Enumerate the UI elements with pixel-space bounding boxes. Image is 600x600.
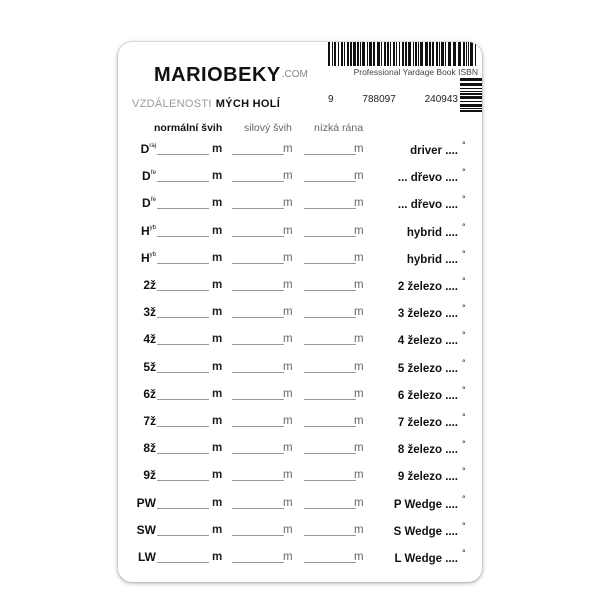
barcode-bar — [418, 42, 419, 66]
club-code-text: H — [140, 223, 150, 238]
club-row — [118, 462, 482, 489]
degree-mark: ° — [462, 548, 466, 558]
club-name: 9 železo .... — [397, 471, 458, 484]
unit-label: m — [354, 143, 364, 155]
unit-label: m — [283, 360, 293, 373]
barcode-bar — [393, 42, 395, 66]
club-name: 8 železo .... — [397, 444, 458, 457]
club-row — [118, 544, 482, 571]
barcode-bar — [463, 42, 465, 66]
unit-label: m — [283, 442, 293, 455]
club-name: 2 železo .... — [397, 281, 458, 293]
unit-label: m — [354, 551, 364, 563]
degree-mark: ° — [462, 221, 466, 232]
distance-field-normal[interactable] — [157, 562, 209, 563]
distance-field-power[interactable] — [232, 372, 284, 373]
club-name: driver .... — [410, 145, 458, 157]
barcode-bar — [350, 42, 352, 66]
unit-label: m — [212, 469, 223, 482]
barcode-bar — [460, 88, 482, 89]
degree-mark: ° — [462, 276, 466, 286]
degree-mark: ° — [462, 303, 466, 314]
distance-field-low[interactable] — [304, 208, 356, 209]
degree-mark: ° — [462, 466, 466, 477]
barcode-bar — [460, 110, 482, 112]
distance-field-power[interactable] — [232, 317, 284, 318]
barcode-bar — [369, 42, 372, 66]
club-code-text: 9ž — [143, 468, 156, 483]
club-code — [143, 278, 156, 292]
yardage-card — [118, 42, 482, 582]
distance-field-low[interactable] — [304, 453, 356, 454]
barcode-bar — [360, 42, 361, 66]
club-code — [143, 332, 156, 346]
unit-label: m — [354, 523, 364, 536]
unit-label: m — [212, 496, 223, 509]
barcode-bar — [402, 42, 404, 66]
barcode-bar — [405, 42, 407, 66]
unit-label: m — [212, 197, 223, 210]
barcode-bar — [460, 91, 482, 92]
barcode-bar — [466, 42, 467, 66]
club-code — [143, 468, 156, 482]
barcode-bar — [396, 42, 397, 66]
club-name: 7 železo .... — [397, 417, 458, 429]
distance-field-low[interactable] — [304, 317, 356, 318]
isbn-caption: Professional Yardage Book ISBN — [353, 67, 478, 77]
distance-field-power[interactable] — [232, 263, 284, 264]
distance-field-power[interactable] — [232, 399, 284, 400]
unit-label: m — [212, 251, 223, 264]
club-name: 5 železo .... — [397, 362, 458, 375]
club-row — [118, 517, 482, 544]
unit-label: m — [212, 387, 223, 400]
barcode-bar — [332, 42, 333, 66]
unit-label: m — [354, 170, 364, 183]
unit-label: m — [354, 442, 364, 455]
barcode-bars — [328, 42, 478, 66]
distance-field-low[interactable] — [304, 154, 356, 155]
degree-mark: ° — [462, 384, 466, 395]
distance-field-low[interactable] — [304, 508, 356, 509]
barcode-top — [328, 42, 478, 66]
distance-field-low[interactable] — [304, 263, 356, 264]
distance-field-low[interactable] — [304, 426, 356, 427]
brand-logo — [154, 64, 308, 87]
degree-mark: ° — [462, 194, 466, 205]
degree-mark: ° — [462, 330, 466, 341]
distance-field-normal[interactable] — [157, 263, 209, 264]
club-row — [118, 245, 482, 272]
club-code-text: SW — [136, 522, 156, 537]
club-row — [118, 272, 482, 299]
barcode-bar — [475, 42, 476, 66]
barcode-bar — [341, 42, 343, 66]
club-code — [143, 414, 156, 428]
distance-field-power[interactable] — [232, 535, 284, 536]
club-name: 6 železo .... — [397, 389, 458, 402]
card-subtitle — [132, 98, 280, 110]
unit-label: m — [212, 360, 223, 373]
distance-field-normal[interactable] — [157, 236, 209, 237]
column-header-power: silový švih — [244, 122, 292, 134]
club-name: ... dřevo .... — [397, 199, 458, 212]
club-code-text: 5ž — [143, 359, 156, 374]
barcode-bar — [460, 101, 482, 102]
degree-mark: ° — [462, 248, 466, 259]
barcode-bar — [344, 42, 345, 66]
distance-field-power[interactable] — [232, 154, 284, 155]
club-row — [118, 354, 482, 381]
club-code — [141, 142, 156, 156]
barcode-bar — [413, 42, 414, 66]
distance-field-power[interactable] — [232, 426, 284, 427]
club-code — [142, 196, 156, 210]
barcode-side-bars — [460, 78, 482, 112]
barcode-bar — [460, 108, 482, 109]
club-code — [137, 523, 156, 537]
club-code-sup: yb — [149, 224, 156, 231]
distance-field-power[interactable] — [232, 480, 284, 481]
club-code-text: 3ž — [143, 305, 156, 320]
club-code-sup: ře — [150, 170, 156, 177]
unit-label: m — [354, 496, 364, 509]
barcode-bar — [338, 42, 339, 66]
barcode-bar — [460, 83, 482, 86]
distance-field-normal[interactable] — [157, 426, 209, 427]
distance-field-normal[interactable] — [157, 344, 209, 345]
club-name: hybrid .... — [406, 253, 458, 266]
club-code — [138, 550, 156, 564]
barcode-bar — [373, 42, 375, 66]
unit-label: m — [283, 251, 293, 264]
distance-field-low[interactable] — [304, 562, 356, 563]
barcode-bar — [468, 42, 469, 66]
distance-field-normal[interactable] — [157, 372, 209, 373]
barcode-bar — [460, 96, 482, 99]
distance-field-low[interactable] — [304, 399, 356, 400]
barcode-bar — [420, 42, 423, 66]
barcode-bar — [460, 78, 482, 81]
barcode-bar — [436, 42, 438, 66]
column-header-low: nízká rána — [314, 122, 364, 134]
unit-label: m — [354, 333, 364, 346]
club-code-text: 6ž — [143, 386, 156, 401]
distance-field-power[interactable] — [232, 508, 284, 509]
unit-label: m — [212, 170, 223, 183]
barcode-bar — [460, 104, 482, 107]
unit-label: m — [283, 224, 293, 237]
barcode-bar — [353, 42, 356, 66]
club-code-text: LW — [138, 550, 156, 564]
unit-label: m — [212, 333, 223, 346]
distance-field-low[interactable] — [304, 344, 356, 345]
club-code-text: PW — [136, 495, 156, 510]
barcode-bar — [357, 42, 359, 66]
degree-mark: ° — [462, 167, 466, 178]
club-name: hybrid .... — [406, 226, 458, 239]
club-row — [118, 136, 482, 163]
unit-label: m — [354, 251, 364, 264]
club-code-text: D — [140, 142, 150, 156]
club-code-text: 2ž — [143, 278, 156, 292]
unit-label: m — [354, 415, 364, 427]
club-row — [118, 408, 482, 435]
club-code-text: 8ž — [143, 441, 156, 456]
club-code-sup: yb — [149, 251, 156, 258]
distance-field-normal[interactable] — [157, 399, 209, 400]
distance-field-normal[interactable] — [157, 508, 209, 509]
distance-field-power[interactable] — [232, 562, 284, 563]
distance-field-low[interactable] — [304, 236, 356, 237]
barcode-bar — [384, 42, 386, 66]
barcode-bar — [334, 42, 336, 66]
distance-field-power[interactable] — [232, 453, 284, 454]
isbn-group-1: 788097 — [362, 94, 396, 105]
distance-field-power[interactable] — [232, 290, 284, 291]
barcode-bar — [415, 42, 417, 66]
barcode-bar — [367, 42, 368, 66]
club-row — [118, 490, 482, 517]
barcode-bar — [399, 42, 400, 66]
club-code-text: H — [140, 250, 150, 265]
club-code-text: 7ž — [143, 414, 156, 428]
distance-field-low[interactable] — [304, 535, 356, 536]
distance-field-low[interactable] — [304, 181, 356, 182]
club-row — [118, 435, 482, 462]
degree-mark: ° — [462, 520, 466, 531]
distance-field-normal[interactable] — [157, 181, 209, 182]
unit-label: m — [212, 306, 223, 319]
unit-label: m — [212, 442, 223, 455]
distance-field-normal[interactable] — [157, 208, 209, 209]
club-code — [143, 305, 156, 319]
club-code-text: D — [141, 169, 151, 184]
club-code-text: 4ž — [143, 332, 156, 347]
unit-label: m — [354, 197, 364, 210]
unit-label: m — [283, 143, 293, 155]
club-name: L Wedge .... — [394, 553, 458, 565]
distance-field-power[interactable] — [232, 236, 284, 237]
distance-field-power[interactable] — [232, 181, 284, 182]
unit-label: m — [212, 415, 223, 427]
distance-field-normal[interactable] — [157, 453, 209, 454]
brand-suffix: .COM — [281, 69, 308, 80]
unit-label: m — [283, 306, 293, 319]
club-name: P Wedge .... — [393, 498, 458, 511]
barcode-bar — [408, 42, 411, 66]
unit-label: m — [283, 333, 293, 346]
barcode-bar — [381, 42, 382, 66]
degree-mark: ° — [462, 493, 466, 504]
subtitle-part-1: VZDÁLENOSTI — [132, 98, 212, 110]
club-code — [141, 251, 156, 265]
barcode-bar — [441, 42, 444, 66]
unit-label: m — [212, 279, 223, 291]
unit-label: m — [283, 415, 293, 427]
club-row — [118, 326, 482, 353]
isbn-number — [328, 94, 458, 105]
barcode-bar — [387, 42, 389, 66]
brand-name: MARIOBEKY — [154, 64, 281, 86]
unit-label: m — [283, 279, 293, 291]
unit-label: m — [354, 279, 364, 291]
distance-field-normal[interactable] — [157, 480, 209, 481]
distance-field-normal[interactable] — [157, 317, 209, 318]
barcode-bar — [460, 93, 482, 95]
club-row — [118, 218, 482, 245]
isbn-group-2: 240943 — [424, 94, 458, 105]
club-code — [143, 387, 156, 401]
unit-label: m — [212, 551, 223, 563]
club-name: ... dřevo .... — [397, 172, 458, 185]
isbn-lead-digit: 9 — [328, 94, 334, 105]
barcode-bar — [470, 42, 473, 66]
column-header-normal: normální švih — [154, 122, 223, 134]
unit-label: m — [283, 551, 293, 563]
degree-mark: ° — [462, 140, 466, 150]
unit-label: m — [354, 306, 364, 319]
club-row — [118, 299, 482, 326]
barcode-bar — [448, 42, 451, 66]
distance-field-power[interactable] — [232, 344, 284, 345]
barcode-bar — [445, 42, 446, 66]
subtitle-part-2: MÝCH HOLÍ — [215, 98, 281, 110]
distance-field-normal[interactable] — [157, 154, 209, 155]
degree-mark: ° — [462, 439, 466, 450]
distance-field-low[interactable] — [304, 290, 356, 291]
unit-label: m — [212, 224, 223, 237]
club-code-sup: ře — [150, 197, 156, 204]
club-code — [143, 441, 156, 455]
unit-label: m — [283, 496, 293, 509]
club-code-sup: raj — [149, 143, 156, 149]
barcode-bar — [328, 42, 330, 66]
club-code — [137, 496, 156, 510]
unit-label: m — [212, 523, 223, 536]
club-code-text: D — [141, 196, 151, 211]
distance-field-normal[interactable] — [157, 290, 209, 291]
barcode-side — [460, 78, 482, 112]
club-name: 4 železo .... — [397, 335, 458, 348]
barcode-bar — [458, 42, 461, 66]
unit-label: m — [283, 523, 293, 536]
club-row — [118, 190, 482, 217]
unit-label: m — [283, 197, 293, 210]
club-name: S Wedge .... — [393, 525, 458, 538]
distance-field-power[interactable] — [232, 208, 284, 209]
barcode-bar — [347, 42, 349, 66]
barcode-bar — [377, 42, 380, 66]
club-code — [142, 169, 156, 183]
degree-mark: ° — [462, 412, 466, 422]
unit-label: m — [283, 387, 293, 400]
club-name: 3 železo .... — [397, 308, 458, 321]
unit-label: m — [354, 224, 364, 237]
barcode-bar — [439, 42, 440, 66]
unit-label: m — [283, 469, 293, 482]
distance-field-low[interactable] — [304, 480, 356, 481]
unit-label: m — [354, 387, 364, 400]
unit-label: m — [212, 143, 223, 155]
distance-field-low[interactable] — [304, 372, 356, 373]
unit-label: m — [354, 469, 364, 482]
unit-label: m — [354, 360, 364, 373]
barcode-bar — [432, 42, 434, 66]
distance-field-normal[interactable] — [157, 535, 209, 536]
barcode-bar — [453, 42, 456, 66]
club-code — [143, 360, 156, 374]
barcode-bar — [429, 42, 431, 66]
unit-label: m — [283, 170, 293, 183]
barcode-bar — [425, 42, 428, 66]
club-code — [141, 224, 156, 238]
barcode-bar — [390, 42, 391, 66]
club-row — [118, 381, 482, 408]
degree-mark: ° — [462, 357, 466, 368]
club-row — [118, 163, 482, 190]
barcode-bar — [362, 42, 365, 66]
